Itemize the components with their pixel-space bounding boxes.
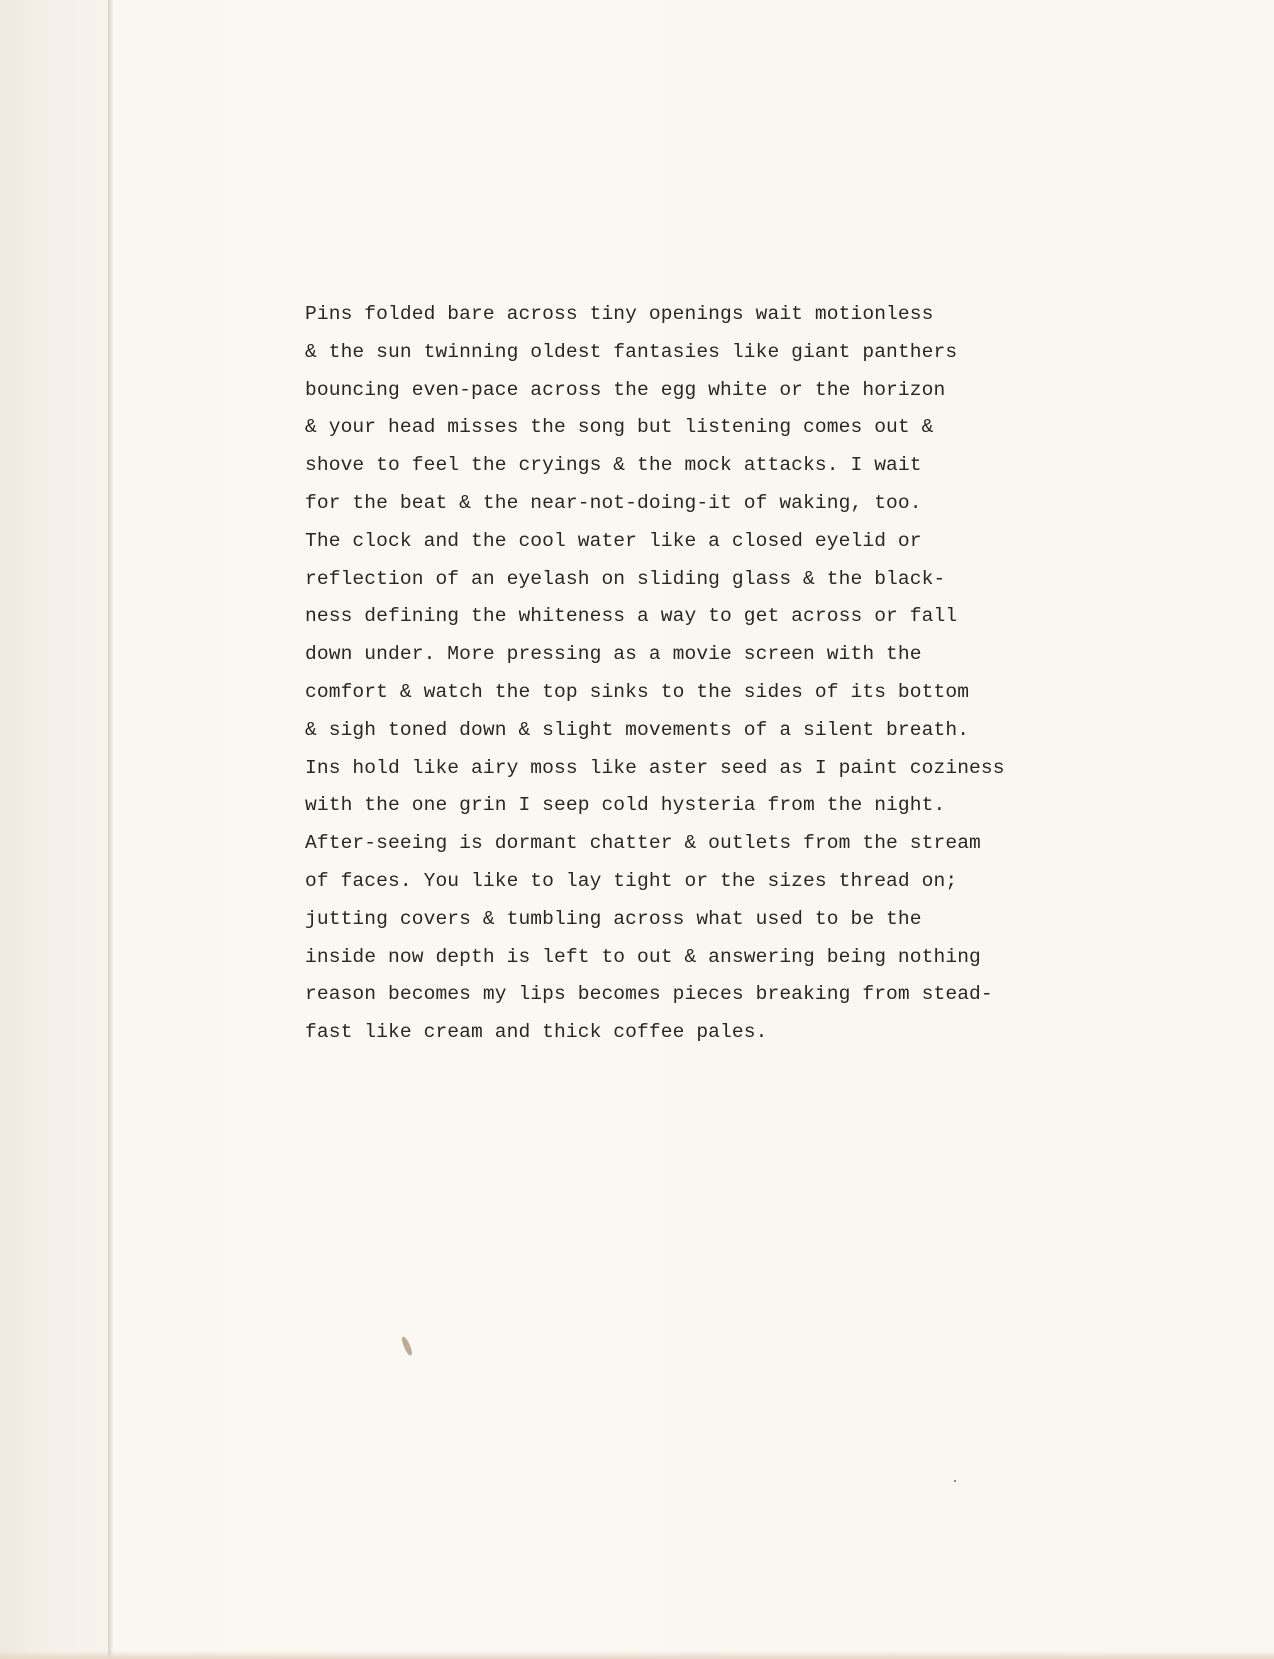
poem-line-12: & sigh toned down & slight movements of a silent breath. bbox=[305, 718, 970, 741]
poem-line-1: Pins folded bare across tiny openings wait motionless bbox=[305, 303, 934, 325]
poem-line-7: The clock and the cool water like a closed eyelid or bbox=[305, 529, 922, 552]
poem-line-20: fast like cream and thick coffee pales. bbox=[305, 1021, 768, 1044]
poem-line-13: Ins hold like airy moss like aster seed as I paint coziness bbox=[305, 756, 1005, 779]
poem-line-8: reflection of an eyelash on sliding glass & the black- bbox=[305, 567, 946, 590]
poem-line-18: inside now depth is left to out & answering being nothing bbox=[305, 945, 981, 968]
poem-line-15: After-seeing is dormant chatter & outlets from the stream bbox=[305, 832, 981, 855]
paper-dust-dot bbox=[954, 1480, 956, 1482]
poem-line-2: & the sun twinning oldest fantasies like giant panthers bbox=[305, 340, 958, 363]
paper-speck-mark bbox=[400, 1336, 413, 1357]
poem-line-14: with the one grin I seep cold hysteria from the night. bbox=[305, 794, 946, 817]
poem-line-9: ness defining the whiteness a way to get across or fall bbox=[305, 605, 958, 628]
poem-line-3: bouncing even-pace across the egg white or the horizon bbox=[305, 378, 946, 401]
poem-line-16: of faces. You like to lay tight or the sizes thread on; bbox=[305, 869, 958, 892]
poem-line-10: down under. More pressing as a movie screen with the bbox=[305, 643, 922, 666]
poem-line-6: for the beat & the near-not-doing-it of waking, too. bbox=[305, 491, 922, 514]
page-fold-line bbox=[108, 0, 111, 1659]
poem-line-19: reason becomes my lips becomes pieces breaking from stead- bbox=[305, 983, 993, 1006]
poem-line-11: comfort & watch the top sinks to the sides of its bottom bbox=[305, 680, 970, 703]
page-bottom-edge bbox=[0, 1651, 1274, 1659]
poem-text-block bbox=[305, 296, 1125, 1052]
poem-line-4: & your head misses the song but listening comes out & bbox=[305, 416, 934, 439]
poem-line-17: jutting covers & tumbling across what used to be the bbox=[305, 907, 922, 930]
poem-line-5: shove to feel the cryings & the mock attacks. I wait bbox=[305, 454, 922, 477]
